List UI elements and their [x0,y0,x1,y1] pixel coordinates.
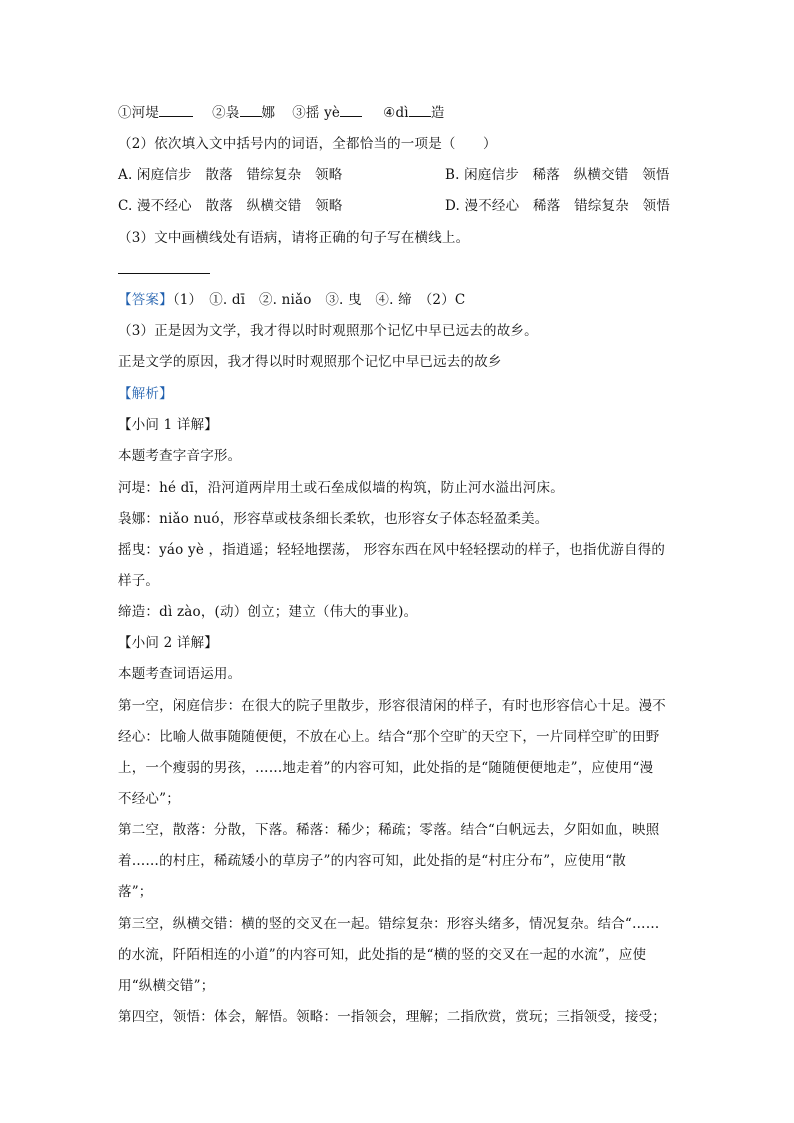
q2-option-c: C. 漫不经心 散落 纵横交错 领略 [118,198,343,214]
q1-items [118,104,445,122]
answer-tag: 【答案】 [118,292,173,308]
q1-item-4a: ④dì [383,105,409,121]
text-line: 第二空，散落：分散，下落。稀落：稀少；稀疏；零落。结合“白帆远去，夕阳如血，映照 [118,822,660,838]
text-line: 第三空，纵横交错：横的竖的交叉在一起。错综复杂：形容头绪多，情况复杂。结合“…… [118,916,660,932]
text-line: 着……的村庄，稀疏矮小的草房子”的内容可知，此处指的是“村庄分布”，应使用“散 [118,853,626,869]
text-line: 用“纵横交错”； [118,978,215,994]
answer-line [118,273,210,274]
analysis-tag: 【解析】 [118,386,173,402]
text-line: 样子。 [118,573,160,589]
answer-blank [240,104,262,117]
section-2-intro: 本题考查词语运用。 [118,666,242,682]
text-line: 第一空，闲庭信步：在很大的院子里散步，形容很清闲的样子，有时也形容信心十足。漫不 [118,698,666,714]
text-line: 经心：比喻人做事随随便便，不放在心上。结合“那个空旷的天空下，一片同样空旷的田野 [118,729,660,745]
section-2-heading: 【小问 2 详解】 [118,635,218,651]
answer-blank [340,104,362,117]
text-line: 不经心”； [118,791,180,807]
q1-item-2a: ②袅 [212,105,240,121]
section-1-intro: 本题考查字音字形。 [118,448,242,464]
text-line: 落”； [118,884,153,900]
q1-item-2b: 娜 [261,105,276,121]
section-1-heading: 【小问 1 详解】 [118,417,218,433]
text-line: 第四空，领悟：体会，解悟。领略：一指领会，理解；二指欣赏，赏玩；三指领受，接受； [118,1009,666,1025]
text-line: 袅娜：niǎo nuó，形容草或枝条细长柔软，也形容女子体态轻盈柔美。 [118,511,549,527]
original-sentence: 正是文学的原因，我才得以时时观照那个记忆中早已远去的故乡 [118,354,502,370]
answer-blank [159,104,193,117]
q2-prompt: （2）依次填入文中括号内的词语，全都恰当的一项是（ ） [118,136,497,152]
text-line: 的水流，阡陌相连的小道”的内容可知，此处指的是“横的竖的交叉在一起的水流”，应使 [118,947,647,963]
answer-text: （1） ①. dī ②. niǎo ③. 曳 ④. 缔 （2）C [172,292,466,308]
answer-row [118,291,465,309]
q1-item-1: ①河堤 [118,105,160,121]
q3-prompt: （3）文中画横线处有语病，请将正确的句子写在横线上。 [118,230,470,246]
text-line: 摇曳：yáo yè ，指逍遥；轻轻地摆荡， 形容东西在风中轻轻摆动的样子，也指优游自得的 [118,542,666,558]
text-line: 上，一个瘦弱的男孩，……地走着”的内容可知，此处指的是“随随便便地走”，应使用“漫 [118,760,654,776]
text-line: 缔造：dì zào，(动）创立；建立（伟大的事业)。 [118,604,418,620]
answer-q3: （3）正是因为文学，我才得以时时观照那个记忆中早已远去的故乡。 [118,323,538,339]
answer-blank [409,104,431,117]
q2-option-d: D. 漫不经心 稀落 错综复杂 领悟 [445,198,671,214]
q2-option-a: A. 闲庭信步 散落 错综复杂 领略 [118,167,343,183]
text-line: 河堤：hé dī，沿河道两岸用土或石垒成似墙的构筑，防止河水溢出河床。 [118,480,564,496]
q1-item-3: ③摇 yè [292,105,341,121]
q2-option-b: B. 闲庭信步 稀落 纵横交错 领悟 [445,167,670,183]
q1-item-4b: 造 [430,105,445,121]
